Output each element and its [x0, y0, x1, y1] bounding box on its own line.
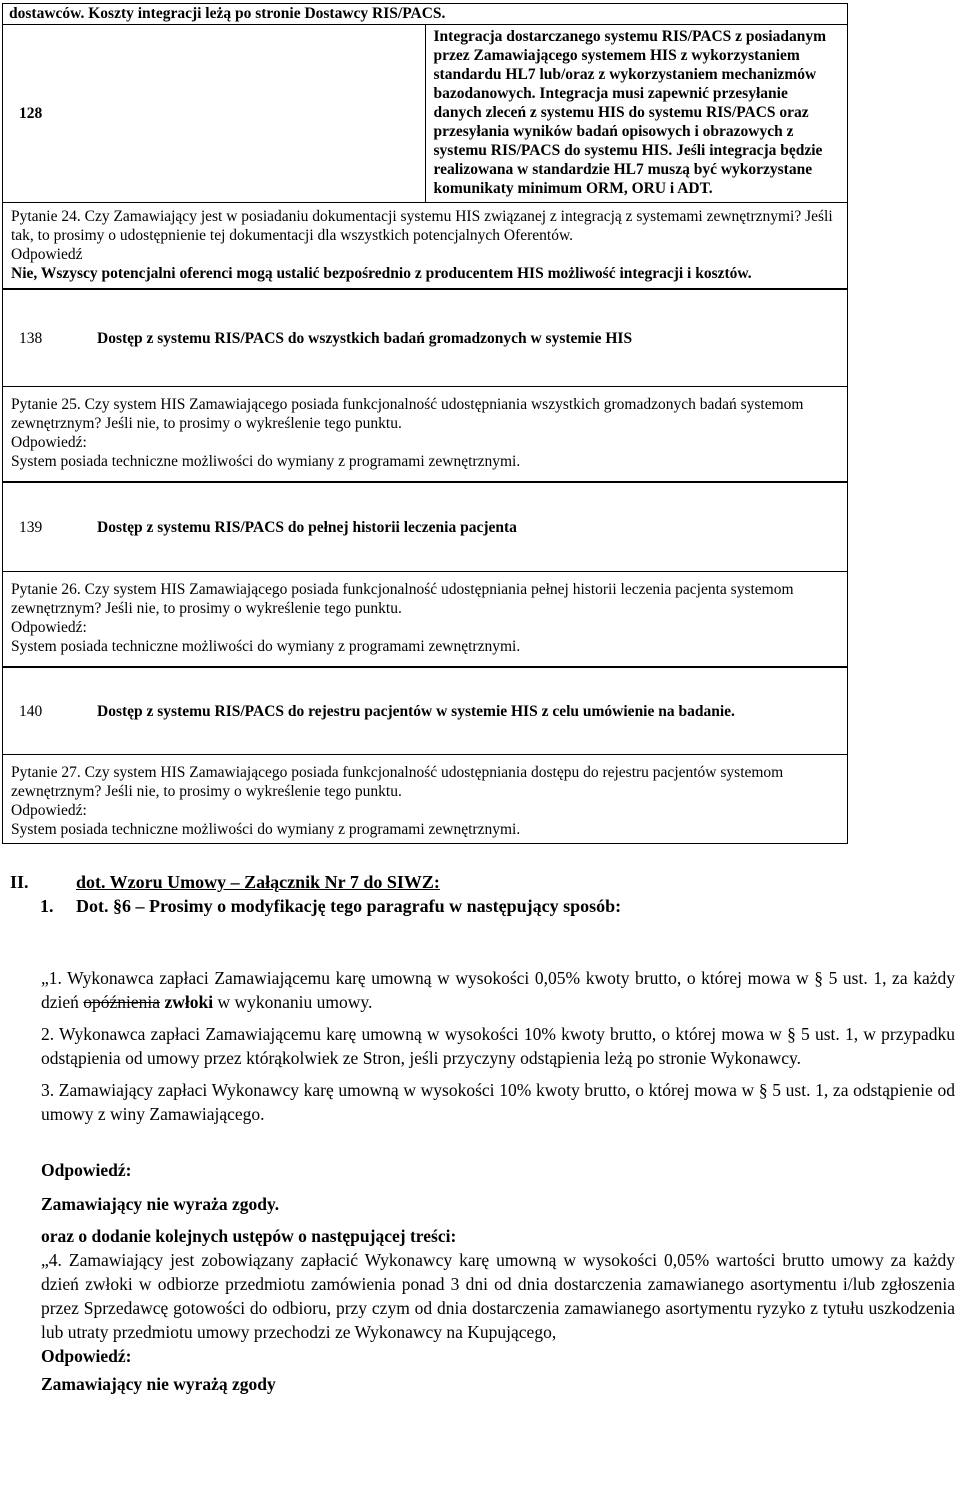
table-row: [3, 290, 848, 387]
item-number: 138: [3, 290, 78, 387]
question-block: [3, 203, 848, 289]
bold-word: zwłoki: [164, 992, 214, 1012]
struck-word: opóźnienia: [83, 992, 161, 1012]
table-row: [3, 483, 848, 572]
paragraph-2: 2. Wykonawca zapłaci Zamawiającemu karę umowną w wysokości 10% kwoty brutto, o której mowa w § 5 ust. 1, w przypadku odstąpienia od umowy przez którąkolwiek ze Stron, jeśli przyczyny odstąpienia leżą po stronie Wykonawcy.: [41, 1024, 955, 1068]
section-roman: II.: [10, 872, 29, 892]
answer-text: System posiada techniczne możliwości do wymiany z programami zewnętrznymi.: [11, 453, 521, 470]
requirement-text: Dostęp z systemu RIS/PACS do wszystkich badań gromadzonych w systemie HIS: [77, 290, 848, 387]
subsection-number: 1.: [40, 896, 54, 916]
question-text: Pytanie 25. Czy system HIS Zamawiającego posiada funkcjonalność udostępniania wszystkich gromadzonych badań systemom zewnętrznym? Jeśli nie, to prosimy o wykreślenie tego punktu.: [11, 396, 804, 432]
answer-1: Zamawiający nie wyraża zgody.: [41, 1194, 280, 1214]
question-text: Pytanie 27. Czy system HIS Zamawiającego posiada funkcjonalność udostępniania dostępu do rejestru pacjentów systemom zewnętrznym? Jeśli nie, to prosimy o wykreślenie tego punktu.: [11, 764, 784, 800]
paragraph-1: [41, 966, 955, 1014]
subsection-title: Dot. §6 – Prosimy o modyfikację tego paragrafu w następujący sposób:: [76, 896, 622, 916]
answer-label: Odpowiedź:: [11, 434, 87, 451]
requirement-text: Integracja dostarczanego systemu RIS/PACS z posiadanym przez Zamawiającego systemem HIS z wykorzystaniem standardu HL7 lub/oraz z wykorzystaniem mechanizmów bazodanowych. Integracja musi zapewnić przesyłanie danych zleceń z systemu HIS do systemu RIS/PACS oraz przesyłania wyników badań opisowych i obrazowych z systemu RIS/PACS do systemu HIS. Jeśli integracja będzie realizowana w standardzie HL7 muszą być wykorzystane komunikaty minimum ORM, ORU i ADT.: [425, 25, 848, 203]
section-2: [0, 870, 960, 918]
question-text: Pytanie 24. Czy Zamawiający jest w posiadaniu dokumentacji systemu HIS związanej z integracją z systemami zewnętrznymi? Jeśli tak, to prosimy o udostępnienie tej dokumentacji dla wszystkich potencjalnych Oferentów.: [11, 208, 833, 244]
requirements-table-top: [2, 3, 848, 289]
item-number: 139: [3, 483, 78, 572]
item-number: 140: [3, 668, 78, 755]
requirement-text: Dostęp z systemu RIS/PACS do rejestru pacjentów w systemie HIS z celu umówienie na badanie.: [77, 668, 848, 755]
item-number: 128: [3, 25, 426, 203]
requirements-table-138: [2, 289, 848, 482]
subsection-heading: [10, 894, 960, 918]
paragraph-1-start: „1. Wykonawca zapłaci Zamawiającemu karę umowną w wysokości 0,05% kwoty brutto, o której mowa w § 5 ust. 1, za każdy dzień: [41, 968, 955, 1012]
requirement-text: Dostęp z systemu RIS/PACS do pełnej historii leczenia pacjenta: [77, 483, 848, 572]
answer-2: Zamawiający nie wyrażą zgody: [41, 1374, 276, 1394]
addition-heading: oraz o dodanie kolejnych ustępów o następującej treści:: [41, 1226, 457, 1246]
answer-text: System posiada techniczne możliwości do wymiany z programami zewnętrznymi.: [11, 638, 521, 655]
answer-label: Odpowiedź: [11, 246, 83, 263]
question-text: Pytanie 26. Czy system HIS Zamawiającego posiada funkcjonalność udostępniania pełnej historii leczenia pacjenta systemom zewnętrznym? Jeśli nie, to prosimy o wykreślenie tego punktu.: [11, 581, 794, 617]
contract-text: [41, 966, 955, 1396]
answer-label-1: Odpowiedź:: [41, 1160, 132, 1180]
paragraph-3: 3. Zamawiający zapłaci Wykonawcy karę umowną w wysokości 10% kwoty brutto, o której mowa w § 5 ust. 1, za odstąpienie od umowy z winy Zamawiającego.: [41, 1080, 955, 1124]
paragraph-4: „4. Zamawiający jest zobowiązany zapłacić Wykonawcy karę umowną w wysokości 0,05% wartości brutto umowy za każdy dzień zwłoki w odbiorze przedmiotu zamówienia ponad 3 dni od dnia dostarczenia zamawianego asortymentu i/lub zgłoszenia przez Sprzedawcę gotowości do odbioru, przy czym od dnia dostarczenia zamawianego asortymentu ryzyko z tytułu uszkodzenia lub utraty przedmiotu umowy przechodzi ze Wykonawcy na Kupującego,: [41, 1250, 955, 1342]
answer-text: System posiada techniczne możliwości do wymiany z programami zewnętrznymi.: [11, 821, 521, 838]
answer-label: Odpowiedź:: [11, 619, 87, 636]
table-row: [3, 25, 848, 203]
answer-label-2: Odpowiedź:: [41, 1346, 132, 1366]
question-block: [3, 387, 848, 482]
answer-text: Nie, Wszyscy potencjalni oferenci mogą ustalić bezpośrednio z producentem HIS możliwość integracji i kosztów.: [11, 265, 752, 282]
section-heading: [10, 870, 960, 894]
requirements-table-139: [2, 482, 848, 667]
question-block: [3, 572, 848, 667]
section-title: dot. Wzoru Umowy – Załącznik Nr 7 do SIWZ:: [76, 872, 440, 892]
table-row: [3, 668, 848, 755]
requirements-table-140: [2, 667, 848, 844]
question-block: [3, 755, 848, 844]
continued-line: dostawców. Koszty integracji leżą po stronie Dostawcy RIS/PACS.: [3, 4, 848, 25]
paragraph-1-end: w wykonaniu umowy.: [213, 992, 373, 1012]
answer-label: Odpowiedź:: [11, 802, 87, 819]
